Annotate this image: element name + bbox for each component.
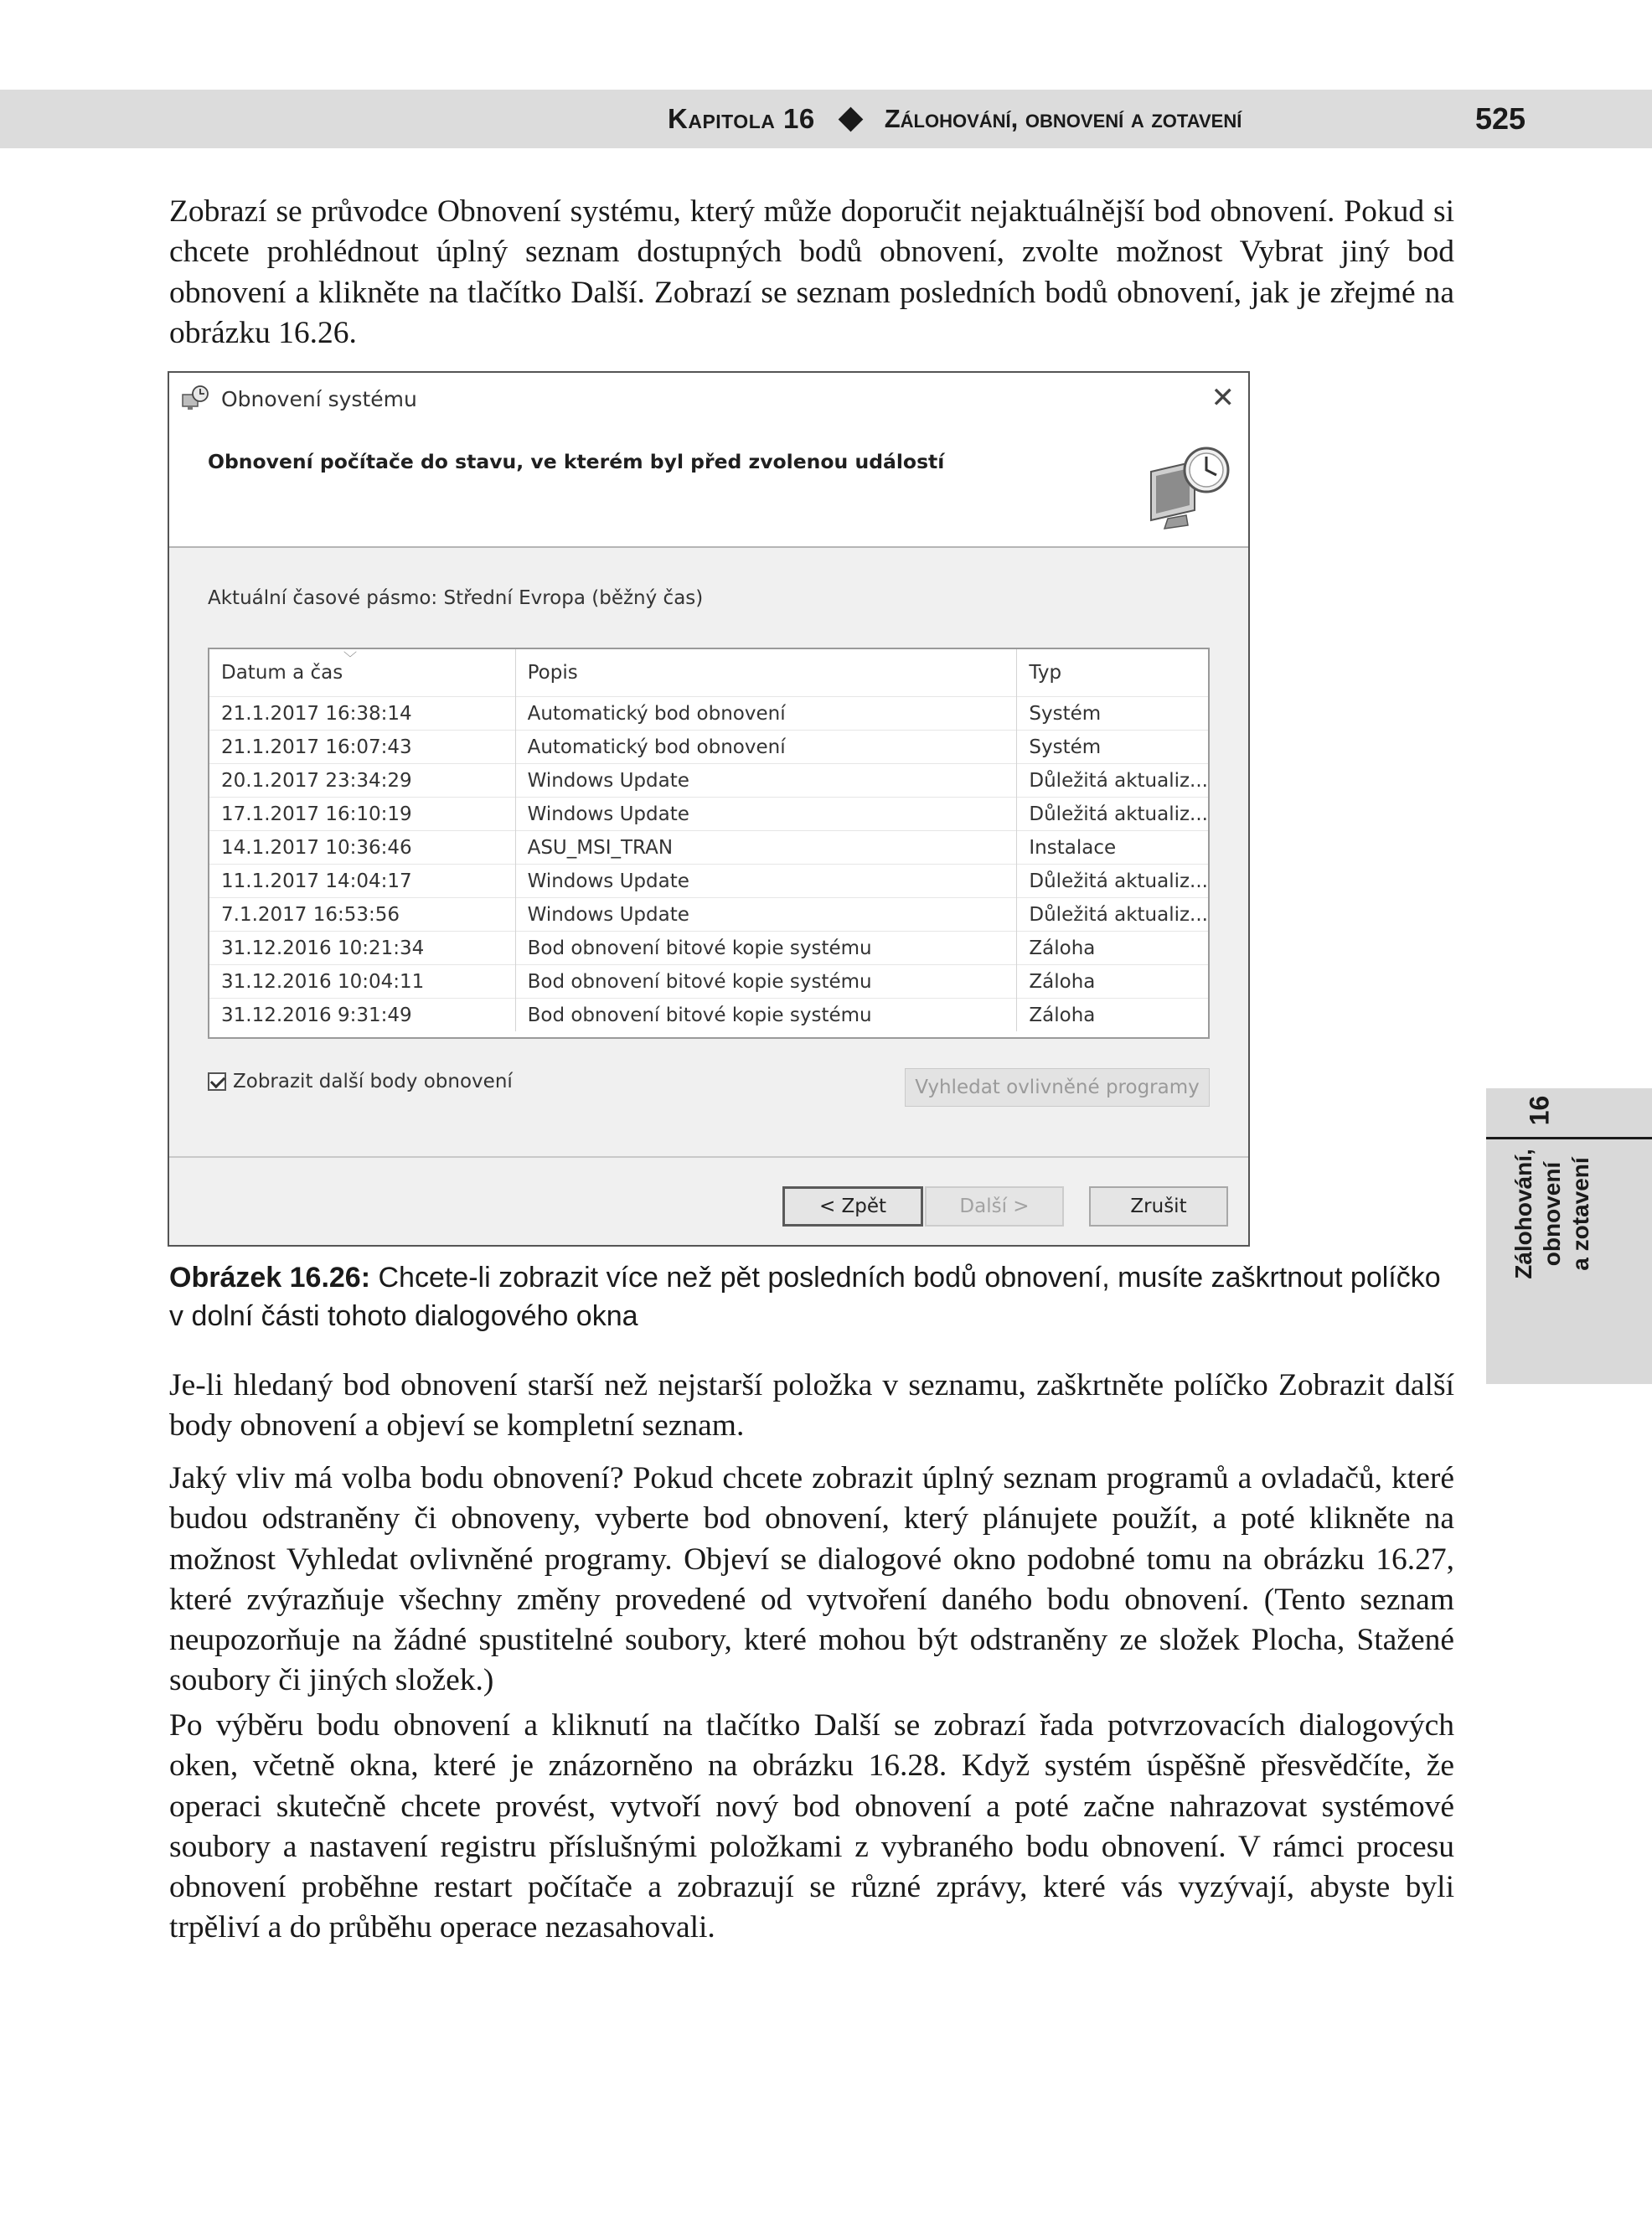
cell-description: Windows Update (515, 865, 1017, 898)
restore-points-list[interactable] (208, 648, 1210, 1039)
body-paragraph-4: Po výběru bodu obnovení a kliknutí na tlačítko Další se zobrazí řada potvrzovacích dialogových oken, včetně okna, které je znázorněno na obrázku 16.28. Když systém úspěšně přesvědčíte, že operaci skutečně chcete provést, vytvoří nový bod obnovení a poté začne nahrazovat systémové soubory a nastavení registru příslušnými položkami z vybraného bodu obnovení. V rámci procesu obnovení proběhne restart počítače a zobrazují se různé zprávy, které vás vyzývají, abyste byli trpěliví a do průběhu operace nezasahovali. (169, 1708, 1454, 1945)
show-more-checkbox[interactable] (208, 1072, 226, 1091)
cell-description: Windows Update (515, 898, 1017, 932)
body-paragraph-3: Jaký vliv má volba bodu obnovení? Pokud chcete zobrazit úplný seznam programů a ovladačů, které budou odstraněny či obnoveny, vyberte bod obnovení, který plánujete použít, a poté klikněte na možnost Vyhledat ovlivněné programy. Objeví se dialogové okno podobné tomu na obrázku 16.27, které zvýrazňuje všechny změny provedené od vytvoření daného bodu obnovení. (Tento seznam neupozorňuje na žádné spustitelné soubory, které mohou být odstraněny ze složek Plocha, Stažené soubory či jiných složek.) (169, 1461, 1454, 1698)
table-row[interactable] (209, 865, 1208, 898)
cell-date: 31.12.2016 10:04:11 (209, 965, 515, 999)
cell-description: Windows Update (515, 764, 1017, 798)
back-button[interactable]: < Zpět (782, 1186, 923, 1227)
cell-type: Důležitá aktualiz... (1017, 798, 1208, 831)
table-row[interactable] (209, 697, 1208, 731)
cell-description: Bod obnovení bitové kopie systému (515, 965, 1017, 999)
column-header-description[interactable]: Popis (515, 649, 1017, 697)
table-row[interactable] (209, 965, 1208, 999)
dialog-divider (169, 1156, 1248, 1158)
body-paragraph-1: Zobrazí se průvodce Obnovení systému, který může doporučit nejaktuálnější bod obnovení. Pokud si chcete prohlédnout úplný seznam dostupných bodů obnovení, zvolte možnost Vybrat jiný bod obnovení a klikněte na tlačítko Další. Zobrazí se seznam posledních bodů obnovení, jak je zřejmé na obrázku 16.26. (169, 194, 1454, 350)
restore-points-body (209, 697, 1208, 1032)
cell-date: 31.12.2016 9:31:49 (209, 999, 515, 1032)
cell-type: Systém (1017, 697, 1208, 731)
restore-points-table (209, 649, 1208, 1031)
dialog-heading: Obnovení počítače do stavu, ve kterém byl před zvolenou událostí (208, 450, 945, 473)
cell-date: 11.1.2017 14:04:17 (209, 865, 515, 898)
figure-caption-label: Obrázek 16.26: (169, 1262, 371, 1294)
show-more-label: Zobrazit další body obnovení (233, 1071, 513, 1092)
diamond-separator-icon (838, 106, 863, 132)
figure-caption (169, 1258, 1454, 1335)
cancel-button[interactable]: Zrušit (1089, 1186, 1228, 1227)
thumb-tab-line: Zálohování, (1510, 1149, 1536, 1279)
cell-date: 31.12.2016 10:21:34 (209, 932, 515, 965)
cell-type: Důležitá aktualiz... (1017, 865, 1208, 898)
cell-description: Automatický bod obnovení (515, 697, 1017, 731)
cell-description: Bod obnovení bitové kopie systému (515, 999, 1017, 1032)
scan-affected-programs-button[interactable]: Vyhledat ovlivněné programy (905, 1068, 1210, 1107)
cell-type: Záloha (1017, 999, 1208, 1032)
dialog-header-area (169, 373, 1248, 548)
show-more-checkbox-row[interactable] (208, 1071, 513, 1092)
figure-caption-text: Chcete-li zobrazit více než pět posledních bodů obnovení, musíte zaškrtnout políčko v dolní části tohoto dialogového okna (169, 1262, 1441, 1332)
next-button[interactable]: Další > (925, 1186, 1064, 1227)
table-row[interactable] (209, 798, 1208, 831)
cell-type: Důležitá aktualiz... (1017, 764, 1208, 798)
column-header-date[interactable]: ﹀ Datum a čas (209, 649, 515, 697)
section-label: Zálohování, obnovení a zotavení (884, 104, 1242, 133)
close-icon[interactable]: ✕ (1211, 381, 1235, 415)
cell-description: ASU_MSI_TRAN (515, 831, 1017, 865)
cell-description: Bod obnovení bitové kopie systému (515, 932, 1017, 965)
table-row[interactable] (209, 932, 1208, 965)
body-paragraph-2: Je-li hledaný bod obnovení starší než nejstarší položka v seznamu, zaškrtněte políčko Zobrazit další body obnovení a objeví se kompletní seznam. (169, 1368, 1454, 1444)
sort-chevron-down-icon: ﹀ (343, 650, 358, 666)
timezone-label: Aktuální časové pásmo: Střední Evropa (běžný čas) (208, 587, 704, 609)
cell-description: Windows Update (515, 798, 1017, 831)
cell-date: 21.1.2017 16:38:14 (209, 697, 515, 731)
chapter-label: Kapitola 16 (668, 103, 815, 134)
cell-type: Záloha (1017, 932, 1208, 965)
thumb-tab-line: obnovení (1539, 1161, 1565, 1267)
cell-date: 21.1.2017 16:07:43 (209, 731, 515, 764)
table-row[interactable] (209, 764, 1208, 798)
cell-type: Důležitá aktualiz... (1017, 898, 1208, 932)
page-number: 525 (1475, 101, 1526, 136)
cell-description: Automatický bod obnovení (515, 731, 1017, 764)
cell-date: 14.1.2017 10:36:46 (209, 831, 515, 865)
table-header-row (209, 649, 1208, 697)
thumb-tab-number: 16 (1486, 1088, 1652, 1139)
cell-type: Systém (1017, 731, 1208, 764)
running-header (0, 90, 1652, 148)
column-header-type[interactable]: Typ (1029, 662, 1062, 684)
cell-date: 7.1.2017 16:53:56 (209, 898, 515, 932)
table-row[interactable] (209, 831, 1208, 865)
thumb-tab-line: a zotavení (1567, 1157, 1593, 1271)
system-restore-icon (181, 385, 209, 413)
table-row[interactable] (209, 999, 1208, 1032)
restore-monitor-clock-icon (1143, 438, 1235, 530)
running-header-title (668, 101, 1242, 137)
table-row[interactable] (209, 731, 1208, 764)
cell-type: Instalace (1017, 831, 1208, 865)
cell-date: 17.1.2017 16:10:19 (209, 798, 515, 831)
thumb-tab-label (1510, 1088, 1595, 1340)
cell-date: 20.1.2017 23:34:29 (209, 764, 515, 798)
dialog-title: Obnovení systému (221, 387, 417, 411)
system-restore-dialog (168, 371, 1250, 1247)
table-row[interactable] (209, 898, 1208, 932)
cell-type: Záloha (1017, 965, 1208, 999)
chapter-thumb-tab (1486, 1088, 1652, 1384)
